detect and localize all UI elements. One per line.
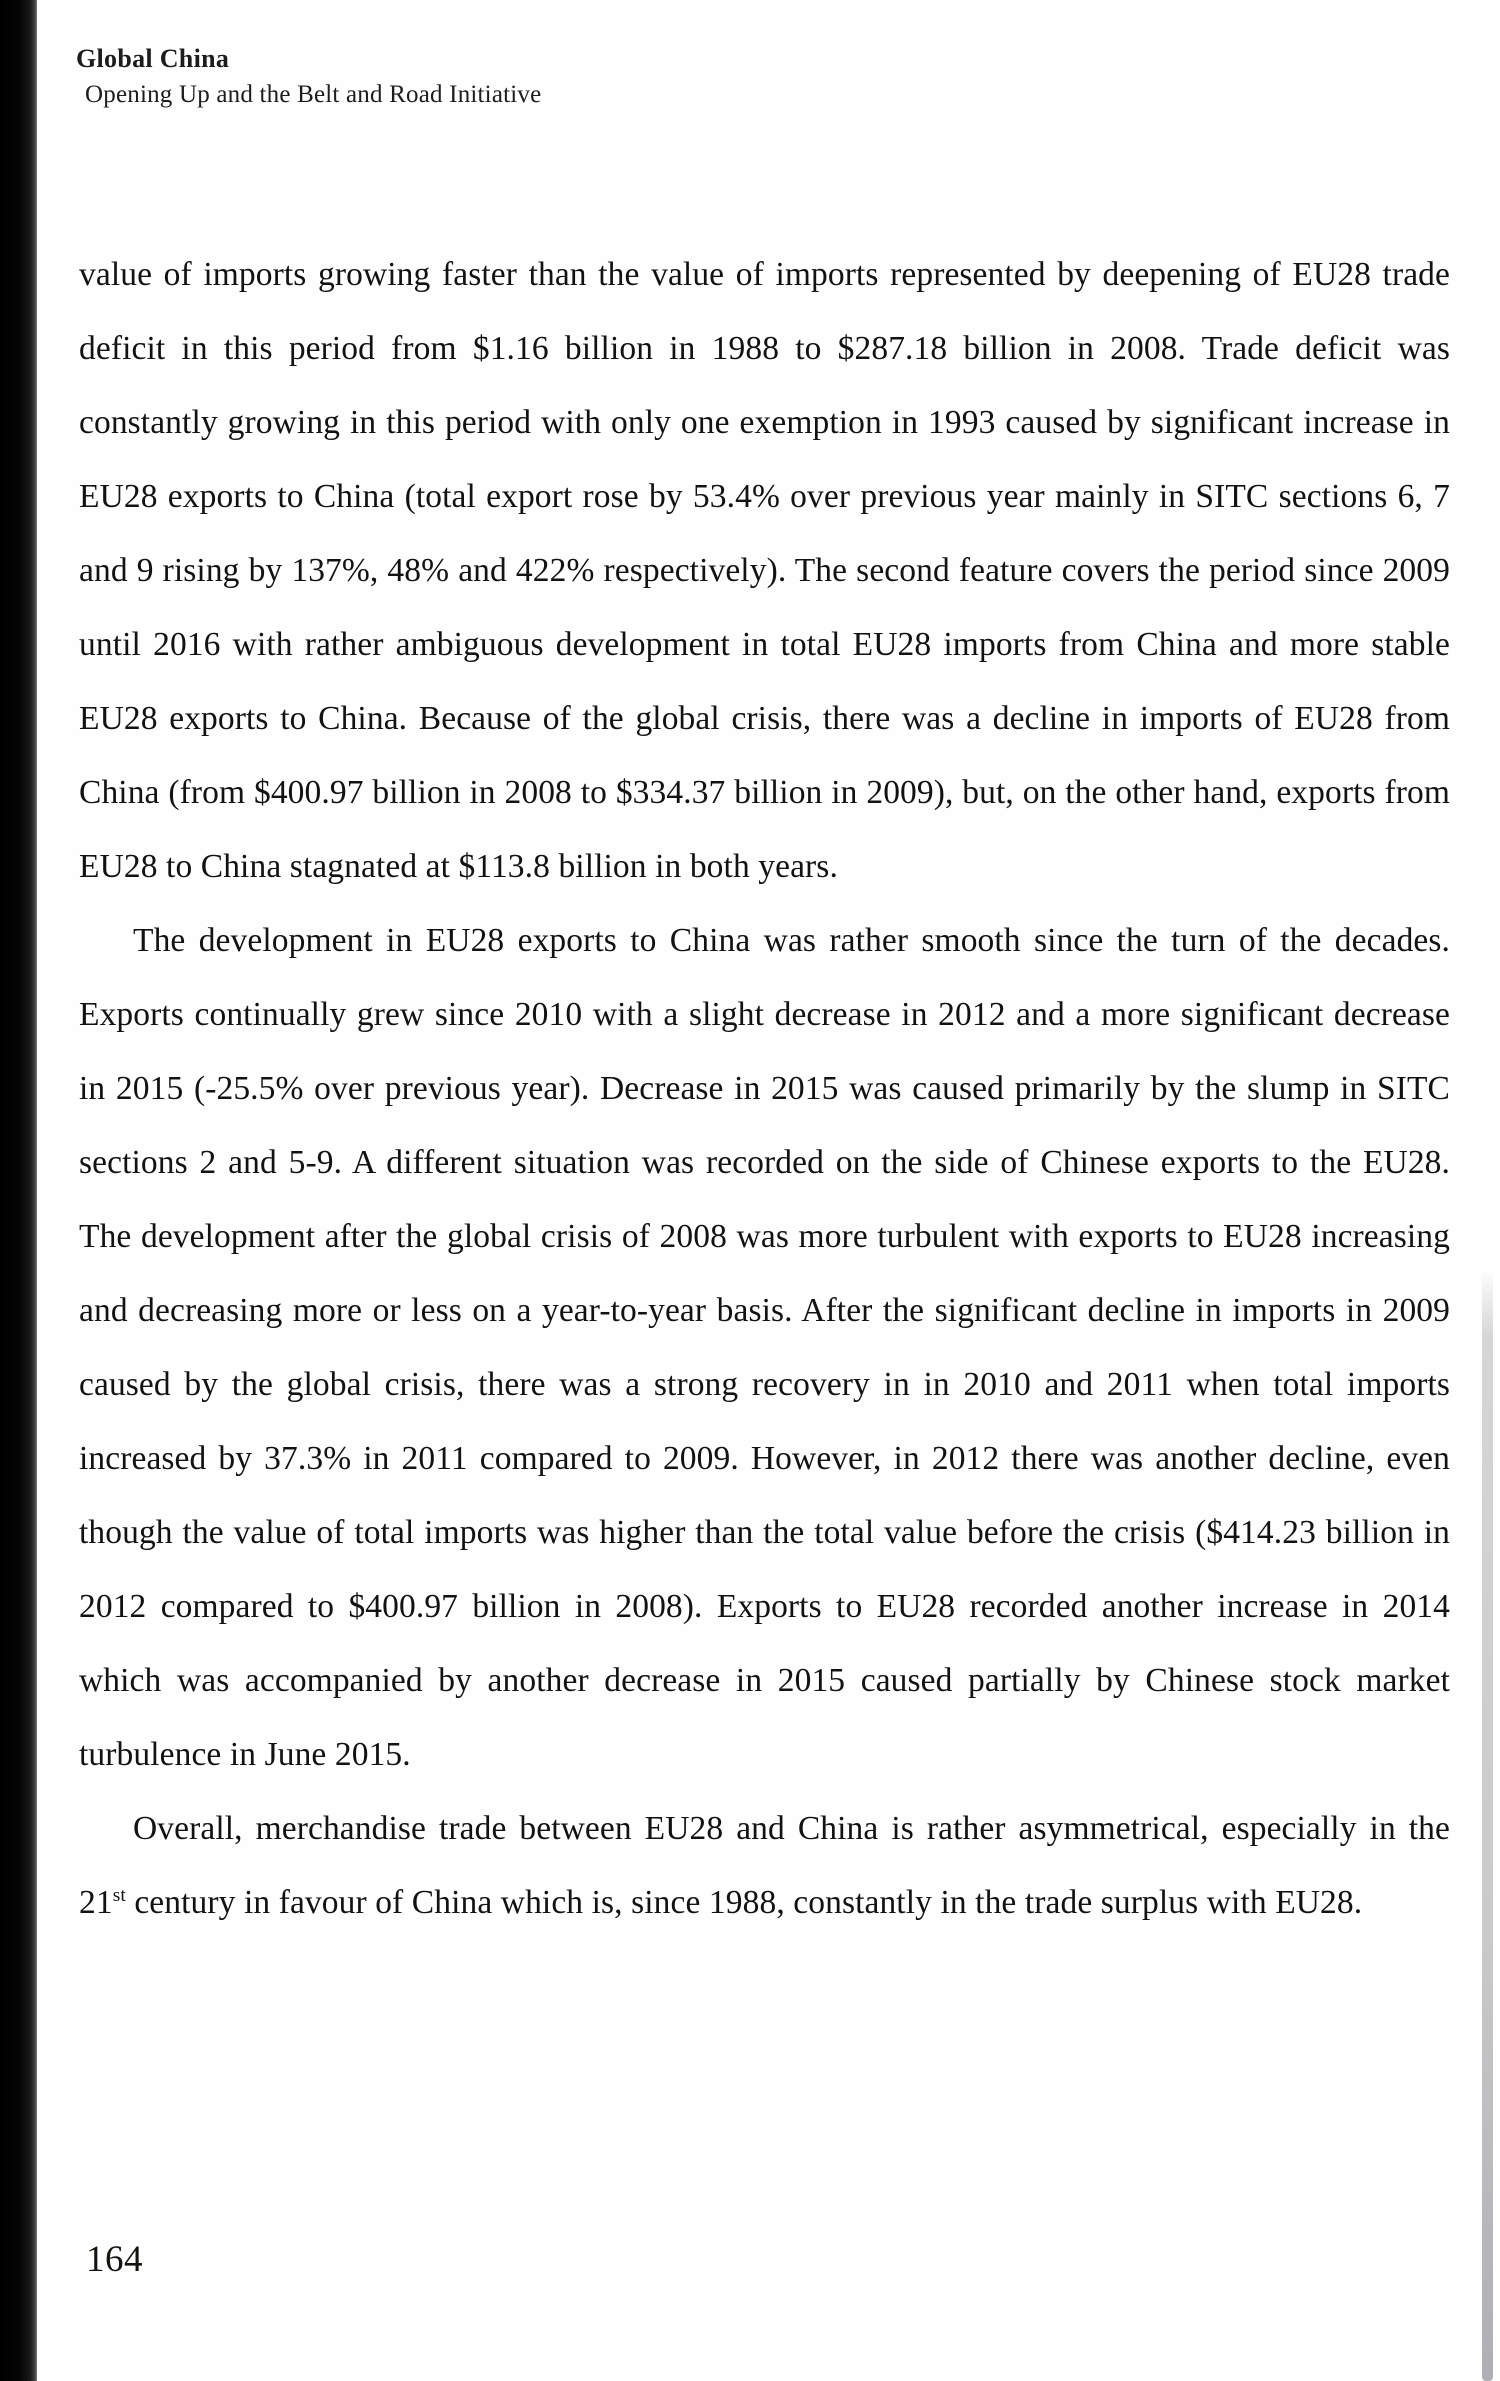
paragraph-1: value of imports growing faster than the value of imports represented by deepening of EU28 trade deficit in this period from $1.16 billion in 1988 to $287.18 billion in 2008. Trade deficit was constantly growing in this period with only one exemption in 1993 caused by significant increase in EU28 exports to China (total export rose by 53.4% over previous year mainly in SITC sections 6, 7 and 9 rising by 137%, 48% and 422% respectively). The second feature covers the period since 2009 until 2016 with rather ambiguous development in total EU28 imports from China and more stable EU28 exports to China. Because of the global crisis, there was a decline in imports of EU28 from China (from $400.97 billion in 2008 to $334.37 billion in 2009), but, on the other hand, exports from EU28 to China stagnated at $113.8 billion in both years. [79,256,1450,885]
paragraph-3 [79,1792,1450,1940]
page-number: 164 [86,2239,143,2280]
page-body [79,238,1450,1940]
paragraph-2: The development in EU28 exports to China was rather smooth since the turn of the decades. Exports continually grew since 2010 with a slight decrease in 2012 and a more significant decrease in 2015 (-25.5% over previous year). Decrease in 2015 was caused primarily by the slump in SITC sections 2 and 5-9. A different situation was recorded on the side of Chinese exports to the EU28. The development after the global crisis of 2008 was more turbulent with exports to EU28 increasing and decreasing more or less on a year-to-year basis. After the significant decline in imports in 2009 caused by the global crisis, there was a strong recovery in in 2010 and 2011 when total imports increased by 37.3% in 2011 compared to 2009. However, in 2012 there was another decline, even though the value of total imports was higher than the total value before the crisis ($414.23 billion in 2012 compared to $400.97 billion in 2008). Exports to EU28 recorded another increase in 2014 which was accompanied by another decrease in 2015 caused partially by Chinese stock market turbulence in June 2015. [79,922,1450,1773]
running-header [76,44,541,109]
paragraph-3-text-after: century in favour of China which is, since 1988, constantly in the trade surplus with EU28. [125,1884,1363,1921]
book-title: Global China [76,44,230,73]
book-subtitle: Opening Up and the Belt and Road Initiative [85,81,542,108]
ordinal-superscript: st [112,1884,126,1906]
paragraph-3-text-before: Overall, merchandise trade between EU28 and China is rather asymmetrical, especially in the 21 [79,1810,1450,1921]
book-gutter-edge [0,0,37,2381]
page-edge-shadow [1482,1270,1493,2381]
